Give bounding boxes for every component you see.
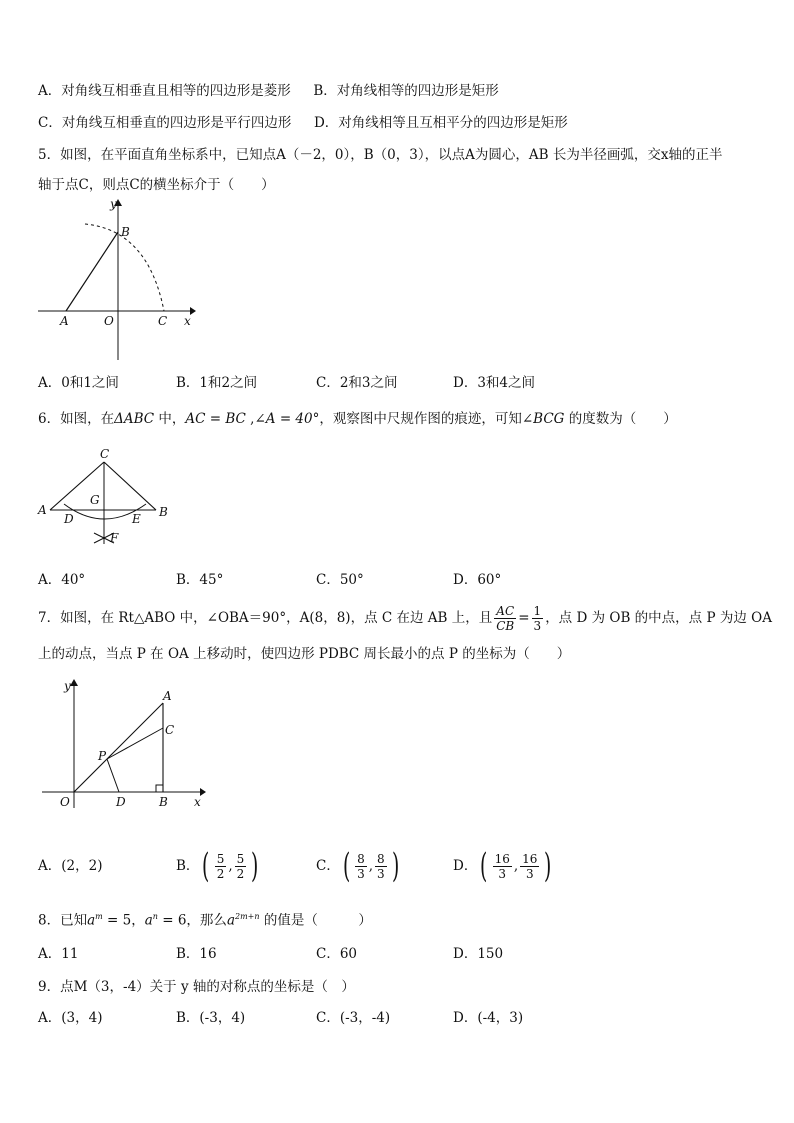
q6-option-d: D．60°	[453, 572, 502, 588]
q7-label-b: B	[159, 795, 168, 809]
q7-option-d-y-num: 16	[522, 851, 538, 866]
q7-option-c-label: C．	[316, 858, 340, 874]
q5-figure	[30, 192, 200, 367]
q8-text-post: 的值是（ ）	[259, 912, 372, 929]
q4-option-row-1	[38, 82, 499, 100]
q7-option-c-value: ( $\frac{8}{3}$ , $\frac{8}{3}$ )	[342, 846, 399, 886]
q7-x-arrow	[200, 788, 206, 796]
q7-label-o: O	[60, 795, 70, 809]
q7-option-b-comma: ,	[228, 858, 233, 874]
q7-option-b-y-den: 2	[236, 866, 245, 881]
q7-option-d-x-num: 16	[494, 851, 510, 866]
q8-base-1: a	[87, 912, 96, 929]
q7-segment-pc	[107, 728, 163, 759]
q6-angle: ∠BCG	[521, 411, 565, 427]
q5-option-a: A．0和1之间	[38, 375, 119, 391]
q6-label-d: D	[64, 512, 74, 526]
q5-x-arrow	[190, 307, 196, 315]
q7-option-b-label: B．	[176, 858, 200, 874]
q7-option-c-x-den: 3	[357, 866, 365, 881]
q9-option-b: B．(-3，4)	[176, 1010, 246, 1026]
q6-text-end: 的度数为（ ）	[564, 411, 677, 427]
q8-option-a: A．11	[38, 946, 79, 962]
q7-option-b-x-num: 5	[216, 851, 225, 866]
q7-segment-pd	[107, 759, 119, 792]
q7-option-d-y-den: 3	[525, 866, 534, 881]
q6-figure	[30, 446, 180, 556]
q4-option-a: A．对角线互相垂直且相等的四边形是菱形	[38, 83, 291, 99]
q8-text-pre: 8．已知	[38, 912, 88, 929]
q8-base-3: a	[226, 912, 235, 929]
q8-option-b: B．16	[176, 946, 217, 962]
q7-option-d	[453, 845, 555, 887]
q6-label-f: F	[110, 531, 119, 545]
q6-condition-2: ∠A = 40°	[254, 411, 320, 427]
q8-option-c: C．60	[316, 946, 358, 962]
q7-option-c-x-num: 8	[357, 851, 365, 866]
q5-label-a: A	[60, 314, 69, 328]
q6-label-b: B	[159, 505, 168, 519]
q5-option-d: D．3和4之间	[453, 375, 536, 391]
q9-stem: 9．点M（3，-4）关于 y 轴的对称点的坐标是（ ）	[38, 979, 355, 995]
q8-option-d: D．150	[453, 946, 504, 962]
q8-value-1: = 5，	[102, 912, 145, 929]
q6-stem	[38, 410, 677, 428]
q7-option-d-value: ( $\frac{16}{3}$ , $\frac{16}{3}$ )	[480, 846, 552, 886]
q7-ratio-fraction	[494, 604, 516, 633]
q6-condition-1: AC = BC	[185, 411, 246, 427]
q7-text-pre: 7．如图，在 Rt△ABO 中，∠OBA＝90°，A(8，8)，点 C 在边 AB 上，且	[38, 610, 493, 626]
q9-option-d: D．(-4，3)	[453, 1010, 524, 1026]
q7-value-numerator: 1	[533, 603, 542, 618]
q8-exponent-2m-n: 2m+n	[235, 912, 260, 921]
q5-option-b: B．1和2之间	[176, 375, 258, 391]
q4-option-c: C．对角线互相垂直的四边形是平行四边形	[38, 115, 292, 131]
q7-y-arrow	[70, 679, 78, 686]
q6-option-c: C．50°	[316, 572, 364, 588]
q7-label-p: P	[98, 749, 107, 763]
q5-label-o: O	[104, 314, 114, 328]
q6-label-a: A	[38, 503, 47, 517]
q6-side-cb	[104, 462, 156, 510]
q6-label-c: C	[100, 447, 110, 461]
q7-option-b-value: ( $\frac{5}{2}$ , $\frac{5}{2}$ )	[202, 846, 259, 886]
q5-stem-line-1: 5．如图，在平面直角坐标系中，已知点A（－2，0），B（0，3），以点A为圆心，AB 长为半径画弧，交x轴的正半	[38, 147, 723, 163]
q7-equals: =	[518, 610, 530, 626]
q7-option-b-y-num: 5	[236, 851, 245, 866]
q5-label-b: B	[121, 225, 130, 239]
q5-segment-ab	[66, 232, 118, 311]
q5-label-c: C	[158, 314, 168, 328]
q5-option-c: C．2和3之间	[316, 375, 398, 391]
q7-label-c: C	[165, 723, 175, 737]
q8-exponent-m: m	[95, 912, 103, 921]
q7-option-b-x-den: 2	[216, 866, 225, 881]
q6-label-e: E	[132, 512, 141, 526]
q4-option-row-2	[38, 114, 568, 132]
q7-option-d-x-den: 3	[498, 866, 507, 881]
q6-label-g: G	[90, 493, 100, 507]
q7-right-angle-mark	[156, 785, 163, 792]
q9-option-c: C．(-3，-4)	[316, 1010, 391, 1026]
q7-label-x: x	[194, 795, 201, 809]
q6-text-post: ，观察图中尺规作图的痕迹，可知	[319, 411, 522, 427]
q7-option-d-label: D．	[453, 858, 478, 874]
q7-label-y: y	[64, 679, 71, 693]
q8-stem	[38, 908, 372, 930]
q7-label-a: A	[163, 689, 172, 703]
q8-exponent-n: n	[152, 912, 158, 921]
q7-option-d-comma: ,	[513, 858, 519, 874]
q7-text-post: ，点 D 为 OB 的中点，点 P 为边 OA	[545, 610, 772, 626]
q7-option-c-y-den: 3	[377, 866, 385, 881]
q7-option-c-comma: ,	[368, 858, 374, 874]
q7-label-d: D	[116, 795, 126, 809]
q7-ratio-numerator: AC	[496, 603, 515, 618]
q6-text-mid: 中，	[154, 411, 186, 427]
q7-option-c-y-num: 8	[377, 851, 385, 866]
q8-value-2: = 6，那么	[157, 912, 227, 929]
q7-ratio-denominator: CB	[496, 618, 515, 633]
q6-option-b: B．45°	[176, 572, 224, 588]
q6-option-a: A．40°	[38, 572, 86, 588]
q4-option-d: D．对角线相等且互相平分的四边形是矩形	[313, 115, 568, 131]
q7-option-a: A．(2，2)	[38, 858, 103, 874]
q6-triangle: ΔABC	[114, 411, 155, 427]
q7-value-fraction	[532, 604, 544, 633]
q5-label-x: x	[184, 314, 191, 328]
q7-figure	[30, 672, 220, 812]
q5-stem-line-2: 轴于点C，则点C的横坐标介于（ ）	[38, 177, 275, 193]
q7-option-b	[176, 845, 262, 887]
q7-option-c	[316, 845, 402, 887]
q8-base-2: a	[144, 912, 153, 929]
q5-label-y: y	[110, 197, 117, 211]
q4-option-b: B．对角线相等的四边形是矩形	[313, 83, 499, 99]
q7-stem-line-1	[38, 598, 772, 638]
q6-text-pre: 6．如图，在	[38, 411, 115, 427]
q7-segment-oa	[74, 703, 163, 792]
q7-stem-line-2: 上的动点，当点 P 在 OA 上移动时，使四边形 PDBC 周长最小的点 P 的坐标为（ ）	[38, 646, 571, 662]
q6-separator: ,	[245, 411, 255, 427]
q9-option-a: A．(3，4)	[38, 1010, 103, 1026]
q7-value-denominator: 3	[533, 618, 542, 633]
